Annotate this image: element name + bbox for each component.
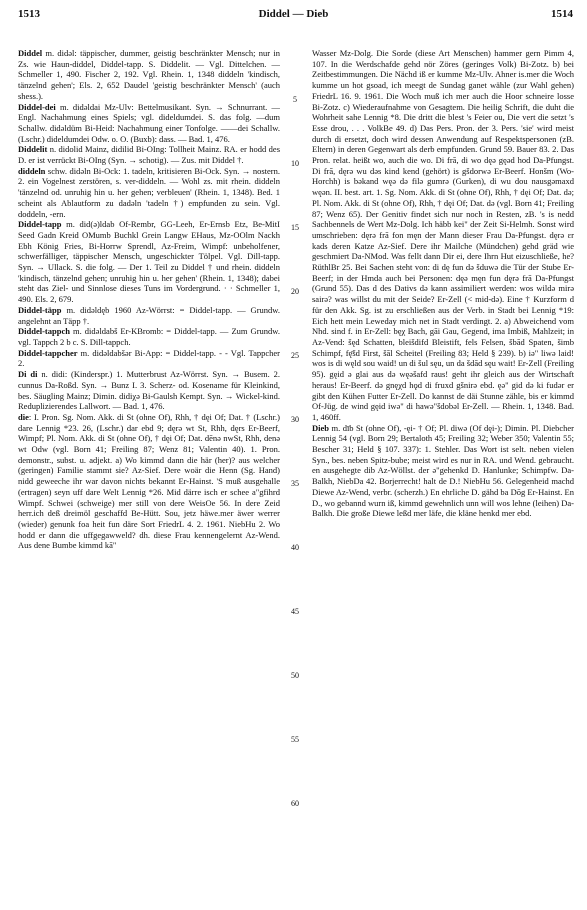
dictionary-entry bbox=[18, 219, 280, 305]
dictionary-entry bbox=[18, 102, 280, 145]
entry-lemma: Diddel-dei bbox=[18, 101, 56, 112]
entry-lemma: Diddel-täpp bbox=[18, 304, 62, 315]
entry-text: m. did(ə)ldab Of-Rembr, GG-Leeh, Er-Ernsb Etz, Be-MitI Seed Gadn Kreid OMumb Buchkl Grein Langw EHaus, Mz-OOlm Nackh Ebh König Fries, Bi-Horrw Sprendl, Az-Freim, Wimpf: unbeholfener, schwerfälliger, täppischer Mensch, ungeschickter Tölpel. Vgl. Dill-tapp. Syn. → Ullack. S. die folg. — Der 1. Teil zu Diddel † und rhein. diddeln 'kindisch, tänzelnd gehen; unruhig hin u. her gehen' (Rhein. 1, 1348); dabei steht das Ziel- und Sinnlose dieses Tuns im Vordergrund. · · Schmeller 1, 490. Els. 2, 679. bbox=[18, 219, 280, 305]
line-number: 30 bbox=[291, 415, 299, 424]
running-head: Diddel — Dieb bbox=[258, 8, 329, 20]
line-number: 35 bbox=[291, 479, 299, 488]
line-number: 50 bbox=[291, 671, 299, 680]
dictionary-entry bbox=[18, 412, 280, 551]
line-number: 20 bbox=[291, 287, 299, 296]
entry-text: n. didi: (Kinderspr.) 1. Mutterbrust Az-Wörrst. Syn. → Busem. 2. cunnus Da-Roßd. Syn. → Bunz I. 3. Scherz- od. Kosename für Kleinkind, bes. Säugling Mainz; Dimin. didiχə Bi-Gaulsh Kempt. Syn. → Wickel-kind. Reduplizierendes Lallwort. — Bad. 1, 476. bbox=[18, 369, 280, 412]
entry-lemma: Diddel-tappch bbox=[18, 326, 70, 337]
dictionary-entry bbox=[312, 48, 574, 423]
entry-text: schw. didəln Bi-Ock: 1. tadeln, kritisieren Bi-Ock. Syn. → nostern. 2. ein Vogelnest zerstören, s. ver-diddeln. — Wohl zs. mit rhein. diddeln 'tänzelnd od. unruhig hin u. her gehen; verbleuen' (Rhein. 1, 1348). Bed. 1 scheint als Ablautform zu dadəln 'tadeln †) empfunden zu sein. Vgl. doddeln, -ern. bbox=[18, 165, 280, 219]
entry-lemma: Di di bbox=[18, 369, 38, 380]
entry-text: m. didəldabš Er-KBromb: = Diddel-tapp. — Zum Grundw. vgl. Tappch 2 b c. S. Dill-tappch. bbox=[18, 326, 280, 347]
dictionary-entry bbox=[18, 326, 280, 347]
entry-text: m. didəldai Mz-Ulv: Bettelmusikant. Syn. → Schnurrant. — Engl. Nachahmung eines Spiels; vgl. dideldumdei. S. das folg. —dum Schallw. didəldüm Bi-Heid: Nachahmung einer Tonfolge. ——dei Schallw. (Lschr.) dideldumdei Odw. o. O. (Buxb): dass. — Bad. 1, 476. bbox=[18, 101, 280, 144]
entry-text: m. didəldęb 1960 Az-Wörrst: = Diddel-tapp. — Grundw. angelehnt an Täpp †. bbox=[18, 304, 280, 326]
line-number: 10 bbox=[291, 159, 299, 168]
dictionary-entry bbox=[312, 423, 574, 519]
entry-lemma: Diddel-tapp bbox=[18, 219, 62, 230]
right-column bbox=[312, 48, 574, 900]
entry-lemma: Diddelit bbox=[18, 144, 48, 155]
dictionary-entry bbox=[18, 166, 280, 220]
entry-lemma: Dieb bbox=[312, 422, 329, 433]
dictionary-entry bbox=[18, 305, 280, 326]
dictionary-entry bbox=[18, 369, 280, 412]
line-number: 55 bbox=[291, 735, 299, 744]
entry-lemma: diddeln bbox=[18, 165, 46, 176]
line-number: 25 bbox=[291, 351, 299, 360]
right-page-number: 1514 bbox=[551, 8, 573, 20]
page-header bbox=[0, 0, 587, 32]
left-column bbox=[18, 48, 280, 900]
entry-text: : I. Pron. Sg. Nom. Akk. di St (ohne Of), Rhh, † dęi Of; Dat. † (Lschr.) dare Lennig *23. 26, (Lschr.) dar ebd 9; dęrə wt St, Rhh, dęrs Er-Beerf, Wimpf; Pl. Nom. Akk. di St (ohne Of), † dęi Of; Dat. dēnə nwSt, Rhh, denə wt Odw (vgl. Born 41; Freiling 87; Wenz 81; Valentin 40). 1. Pron. demonstr., subst. u. adjekt. a) Wo kimmd dann die här (her)? aus welcher (geringen) Familie stammt sie? Az-Sief. Dere woär die Henn (Sg. Hand) nidd geweeche ihr war davon nichts bekannt Er-Hainst. 'S muß ausgehalle (ertragen) seyn uff dare Welt Lennig *26. Mid därre isch er schee a"gfihrd Wimpf. Schwei (schweige) mer still von dere WeisOe 56. In dere Zeid herr.ich deß dreimöl geschaffd Be-Hütt. Sou, jetz häwe.mer äwer werrer (wieder) genunk foa heit fun däre Sort FriedrL 4. 2. 1961. NiebHu 2. Wo hodd er dann die uffgegawweld? dh. diese Frau kennengelernt Az-Wend. Aus dene Bumbe kimmd kā" bbox=[18, 411, 280, 551]
entry-text: m. didəldabšər Bi-App: = Diddel-tapp. - - Vgl. Tappcher 2. bbox=[18, 347, 280, 369]
dictionary-entry bbox=[18, 48, 280, 102]
line-number: 45 bbox=[291, 607, 299, 616]
entry-text: m. didəl: täppischer, dummer, geistig beschränkter Mensch; nur in Zs. wie Haun-diddel, Diddel-tapp. S. Diddelit. — Vgl. Dittelchen. — Schmeller 1, 490. Fischer 2, 192. Vgl. Rhein. 1, 1348 diddeln 'kindisch, tänzelnd gehen'; Els. 2, 652 Daudel 'geistig beschränkter Mensch' (auch shess.). bbox=[18, 48, 280, 101]
dictionary-entry bbox=[18, 144, 280, 165]
entry-lemma: die bbox=[18, 411, 29, 422]
line-number: 40 bbox=[291, 543, 299, 552]
entry-lemma: Diddel bbox=[18, 48, 43, 58]
entry-lemma: Diddel-tappcher bbox=[18, 347, 78, 358]
entry-text: m. dīb St (ohne Of), -ęi- † Of; Pl. diwə (Of dęi-); Dimin. Pl. Diebcher Lennig 54 (vgl. Born 29; Bertaloth 45; Freiling 32; Weber 350; Valentin 55; Bescher 31; Held § 107. 337): 1. Stehler. Das Wort ist selt. neben vielen Syn., bes. neben Spitz-bube; meist wird es nur in RA. und Wend. gebraucht. en ausgehegte dib Az-Wöllst. der ə"gehenkd D. Hanlunke; Schimpfw. Da-Balkh, NiebDa 42. Borjerrecht! halt de D.! NiebHu 56. Gelegenheid machd Diewe Az-Wend, verbr. (scherzh.) En ehrliche D. gähd ba Dōg Er-Hainst. En D., wo gebannd wurn iß, kimmd gewehnlich unn will wos lehne (leihen) Da-Balkh. Die große Diewe leßd mer läfe, die kläne henkd mer ebd. bbox=[312, 422, 574, 519]
entry-text: Wasser Mz-Dolg. Die Sorde (diese Art Menschen) hammer gern Pimm 4, 107. In die Werdschafde gehd nör Zöres (geringes Volk) Bi-Zotz. b) bei Zeitbestimmungen. Die Nächd iß er kumme Mz-Ulv. Ahner is.mer die Woch kumme un hot gsoad, ich meegt de Sundag ganet wähle (zur Wahl gehen) FriedrL 16. 9. 1961. Die Woch muß ich mer auch die Hoor schneire losse Bi-Zotz. c) Wiederaufnahme von Gesagtem. Die heilig Schrift, die duht die Wohrheit sahe Lennig *8. Die dritt die blest 's Feier ou, Die vert die setzt 's Esse drou, . . . VolkBe 49. d) Das Pers. Pron. der 3. Pers. 'sie' wird meist durch di ersetzt, doch wird dessen Anwendung auf Respektspersonen (zB. Eltern) in deren Gegenwart als derb empfunden. Grund 59. Bauer 83. 2. Das Pron. relat. heißt wo, auch die wo. Di frā, di wo dęə gęəd hod Da-Pfungst. Di frā, dęrə wu dəs kind kend (gehört) is gšdorwə Er-Beerf. Honšm (Wo-Horchh) is bəkand węǝ də filə gumrə (Gurken), di wu dou nausgəmaxd węǝn. II. best. art. 1. Sg. Nom. Akk. di St (ohne Of), Rhh, † dęi Of; Dat. də; Pl. Nom. Akk. di St (ohne Of), Rhh, † dęi Of; Dat. də (vgl. Born 41; Freiling 87; Wenz 65). Der Genitiv findet sich nur noch in Resten, zB. 's is nedd Sachbennels de Wert Mz-Dolg. Ich häbb kei" der Zeit Si-Helmh. Sonst wird umschrieben: dęrə frā fon męn der Mann dieser Frau Da-Pfungst. dęrə ɛr kads deren Katze Az-Sief. Dere ihr Mailche (Mündchen) gehd gräd wie geschmiert Da-NMod. Was fellt dann Dir ei, dere Ihrn Hut eizuschließe, he? RüthlBr 25. Bei Sachen steht von: di dę fun də šduwə die Tür der Stube Er-Beerf; in der Hmda auch bei Personen: dęə męn fun dęrə frā Da-Pfungst (Grund 55). Das d des Dativs də kann assimiliert werden: wos wildə mirə sairə? was willst du mit der Seide? Er-Zell (< mid-də). Eine † Kurzform d für den Akk. Sg. ist zu erschließen aus der Verb. in Stadt bei Lennig *19: Eich hett mein Leweday mich net in Stadt verdingt. 2. a) Abweichend vom Nhd. sind f. in Er-Zell: bęχ Bach, gāi Gau, Gegend, ima Imbiß, Mahlzeit; in Az-Vend: šęd Schatten, bleišdifd Bleistift, fels Felsen, šbād Spaten, šimb Schimpf, fę̄šd First, šāl Scheitel (Freiling 83; Held § 239). b) iə" liwə laid! wos is di węld sou waid! un di šul sęu, un da šdād sęu wait! Er-Zell (Freiling 95). gęid ə glai aus də węǝšafd raus! geht ihr gleich aus der Wirtschaft heraus! Er-Beerf. də gnęχd hǫd di fruxd gšnirə ebd. ęə" gid də ki fudər er gibt den Kühen Futter Er-Zell. Do kannst de däi Stunne zähle, bis er kimmd Of-Jüg. de wind gęid iwə" di hawə"šdobəl Er-Zell. — Rhein. 1, 1348. Bad. 1, 460ff. bbox=[312, 48, 574, 422]
dictionary-entry bbox=[18, 348, 280, 369]
line-number: 60 bbox=[291, 799, 299, 808]
line-number: 5 bbox=[293, 95, 297, 104]
line-number: 15 bbox=[291, 223, 299, 232]
left-page-number: 1513 bbox=[18, 8, 40, 20]
entry-text: n. didolid Mainz, didilid Bi-OIng: Tollheit Mainz. RA. er hodd des D. er ist verrückt Bi-OIng (Syn. → schotig). — Zus. mit Diddel †. bbox=[18, 144, 280, 166]
